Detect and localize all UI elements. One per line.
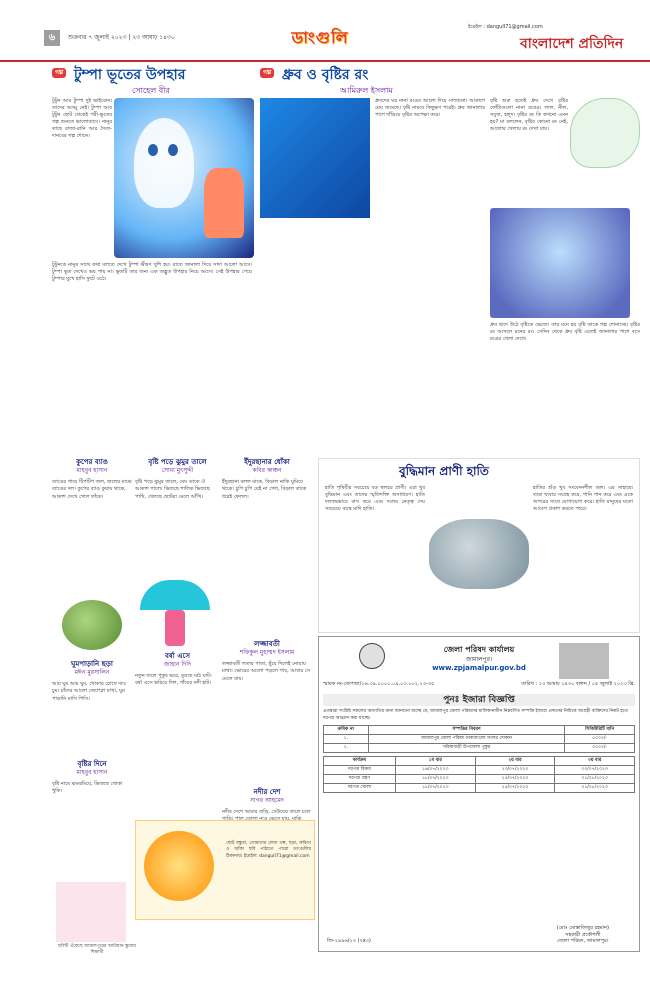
- signatory-title: সহকারী প্রকৌশলী: [565, 931, 601, 938]
- table-cell: ২.: [324, 743, 369, 752]
- child-drawing-caption: ছবিটি এঁকেছে জামালপুরের আরিয়ান স্কুলের শিক্ষার্থী: [58, 944, 136, 956]
- poem-title: বর্ষা এসে: [165, 652, 190, 660]
- poem-text: বৃষ্টি পড়ে ঝুমুর তালে, মেঘ ডাকে ঐ আকাশ গালে। ভিজছে শালিক ভিজছে পাখি, খেলছে ছোটরা মেলে আঁখি।: [135, 478, 210, 500]
- notice-date: তারিখ : ২৩ আষাঢ় ১৪৩০ বঙ্গাব্দ / ০৫ জুলাই ২০২৩ খ্রি.: [521, 681, 635, 688]
- story-text-column: টুটুনকে নানুর সাথে কথা বলতে দেখে টুম্পা ভীষণ খুশি হয়। রাতে জানালা দিয়ে সাদা আলো আসে। টুম্পা ভূত দেখেও ভয় পায় না। ভূতটি তার জন্য এক অদ্ভুত উপহার নিয়ে আসে। সেই উপহার পেয়ে টুম্পার মুখে হাসি ফুটে ওঠে।: [52, 262, 252, 282]
- table-row: [324, 784, 635, 793]
- poem-text: ইঁদুরছানা বলল মাকে, বিড়াল নাকি ঘুমিয়ে থাকে। চুপি চুপি যেই না গেল, বিড়াল তাকে ধরেই ফেলল।: [222, 478, 307, 500]
- table-cell: দরপত্র বিক্রয়: [324, 766, 396, 775]
- story-text-column: বৃষ্টি শুরু হতেই ধ্রুব দেখে বৃষ্টির ফোঁটাগুলো নানা রঙের। লাল, নীল, সবুজ, হলুদ। বৃষ্টির রং কি কখনো এমন হয়? মা বললেন, বৃষ্টির কোনো রং নেই, আলোর খেলায় রং দেখা যায়।: [490, 98, 568, 132]
- masthead: বাংলাদেশ প্রতিদিন: [520, 36, 624, 52]
- poem-author: মাহবুব হাসান: [76, 467, 108, 475]
- notice-meta: [323, 681, 635, 688]
- poem-6: [222, 640, 312, 770]
- girl-figure: [165, 610, 185, 646]
- header-email[interactable]: ইমেইল : dangulI71@gmail.com: [468, 24, 543, 30]
- table-cell: দরপত্র গ্রহণ: [324, 775, 396, 784]
- notice-memo: স্মারক নং-জেপজা/১৬.৩৯.০০০০.০৯.০৩.০০২.২৩-৩৫: [323, 681, 435, 688]
- section-logo-text: ডাংগুলি: [291, 28, 349, 48]
- table-cell: ৩০০০/-: [565, 743, 635, 752]
- poem-8: [52, 760, 132, 840]
- signature-block: [557, 925, 609, 945]
- poem-text: নতুন জলে পুকুর ভরে, ডুবছে মাঠ ঘাট। বর্ষা এসে ভরিয়ে দিল, গাঁয়ের নদী হাট।: [135, 672, 212, 687]
- story-author: সোহেল বীর: [132, 86, 170, 95]
- poem-title: লজ্জাবতী: [254, 640, 280, 648]
- notice-heading: পুনঃ ইজারা বিজ্ঞপ্তি: [323, 694, 635, 706]
- page-number: ৬: [44, 30, 60, 46]
- notice-office: জেলা পরিষদ কার্যালয়: [443, 645, 515, 654]
- umbrella-icon: [140, 580, 210, 610]
- rain-illustration: [260, 98, 370, 218]
- kids-ad-text: ছোট বন্ধুরা, তোমাদের লেখা গল্প, ছড়া, কবিতা ও আঁকা ছবি পাঠাতে পারো ডাংগুলির ঠিকানায়। ইমেইল: dangulI71@gmail.com: [226, 841, 311, 859]
- tender-notice: [318, 636, 640, 952]
- poem-2: [135, 458, 220, 558]
- notice-district: জামালপুর।: [465, 655, 493, 663]
- poem-author: সোমা মুৎসুদ্দী: [161, 467, 194, 475]
- table-cell: ৫০০০/-: [565, 734, 635, 743]
- frog-illustration: [62, 600, 122, 650]
- story-title: ধ্রুব ও বৃষ্টির রং: [282, 67, 369, 83]
- table-cell: ০১/০৮/২০২৩: [555, 775, 635, 784]
- table-row: [324, 743, 635, 752]
- poem-author: সাগর আহমেদ: [250, 797, 284, 805]
- table-cell: সরিষাবাড়ী উপজেলা পুকুর: [368, 743, 564, 752]
- poem-text: লজ্জাবতী লতার পাতা, ছুঁয়ে দিলেই নোয়ায় মাথা। ভোরের আলো পড়লে গায়, আবার সে মেলে যায়।: [222, 660, 311, 682]
- story-right-column: [490, 98, 640, 448]
- story-title: টুম্পা ভূতের উপহার: [74, 67, 186, 83]
- story-title: বুদ্ধিমান প্রাণী হাতি: [399, 464, 489, 478]
- notice-url[interactable]: www.zpjamalpur.gov.bd: [432, 663, 526, 672]
- story-text-column: টুটুন আর টুম্পা দুই ভাইবোন। তাদের আব্বু নেই। টুম্পা আর টুটুন ছোট থেকেই পরী-ভূতের গল্প শুনতে ভালোবাসে। নানুর কাছে রাজা-রানি আর দৈত্য-দানবের গল্প শোনে।: [52, 98, 112, 139]
- table-row: [324, 766, 635, 775]
- section-logo[interactable]: [250, 22, 390, 54]
- child-figure: [204, 168, 244, 238]
- table-cell: দরপত্র খোলা: [324, 784, 396, 793]
- poem-author: জাহান দিদি: [163, 661, 192, 669]
- map-illustration: [570, 98, 640, 168]
- story-text-column: ধ্রুবদের ঘর নানা রঙের আলো দিয়ে সাজানো। আকাশে মেঘ জমেছে। বৃষ্টি নামবে কিছুক্ষণ পরেই। ধ্রুব জানালার পাশে দাঁড়িয়ে বৃষ্টির অপেক্ষা করে।: [375, 98, 485, 118]
- table-row: [324, 775, 635, 784]
- poem-5: [135, 652, 220, 792]
- signatory-name: (মোঃ মোস্তাফিজুর রহমান): [556, 924, 609, 931]
- story-text-column: হাতি পৃথিবীর সবচেয়ে বড় স্থলচর প্রাণী। এরা খুব বুদ্ধিমান এবং তাদের স্মৃতিশক্তি অসাধারণ। হাতি দলবদ্ধভাবে বাস করে এবং দলের নেতৃত্ব দেয় সবচেয়ে বয়স্ক মাদি হাতি।: [325, 485, 425, 512]
- table-cell: ১.: [324, 734, 369, 743]
- table-cell: ২৫/০৭/২০২৩: [475, 784, 555, 793]
- official-photo: [559, 643, 609, 679]
- kids-submission-ad: [135, 820, 315, 920]
- story-text-column: ধ্রুব ছাদে উঠে বৃষ্টিতে ভেজে। তার মনে হয় বৃষ্টি তাকে গল্প শোনাচ্ছে। বৃষ্টির রং আসলে মনের রং। সেদিন থেকে ধ্রুব বৃষ্টি এলেই জানালার পাশে বসে রঙের খেলা দেখে।: [490, 322, 640, 342]
- poem-text: ব্যাঙের গায়ে টিপটিপ জল, জলের মাঝে ব্যাঙের দল। কুপের ব্যাঙ কুয়ায় থাকে, আকাশ দেখে গোল ফাঁকে।: [52, 478, 132, 500]
- poem-author: মঈন মুরসালিন: [74, 669, 110, 677]
- girl-window-illustration: [490, 208, 630, 318]
- table-cell: ৩০/০৭/২০২৩: [555, 766, 635, 775]
- notice-reference: জি-২৪৯৬/২৩ (৭x৩): [327, 938, 371, 945]
- page-header: [0, 0, 650, 62]
- table-header: কার্যক্রম: [324, 757, 396, 766]
- table-row: [324, 734, 635, 743]
- story-elephant: [318, 458, 640, 633]
- table-cell: ২৩/০৭/২০২৩: [475, 766, 555, 775]
- table-header: ৩য় বার: [555, 757, 635, 766]
- table-cell: ১৮/০৭/২০২৩: [395, 784, 475, 793]
- poem-title: কুপের ব্যাঙ: [76, 458, 108, 466]
- table-cell: ১৬/০৭/২০২৩: [395, 766, 475, 775]
- ghost-eye: [168, 144, 178, 156]
- umbrella-girl-illustration: [140, 580, 210, 650]
- poem-title: বৃষ্টির দিনে: [77, 760, 107, 768]
- story-badge: গল্প: [52, 68, 66, 78]
- story-text-column: হাতির শুঁড় খুব সংবেদনশীল অঙ্গ। এর সাহায্যে তারা খাবার সংগ্রহ করে, পানি পান করে এবং একে অপরের সাথে যোগাযোগ করে। হাতি মানুষের মতো আবেগ প্রকাশ করতে পারে।: [533, 485, 633, 512]
- schedule-table: [323, 756, 635, 793]
- poem-title: ঘুমপাড়ানি ছড়া: [71, 660, 113, 668]
- notice-body: এতদ্বারা সংশ্লিষ্ট সকলের অবগতির জন্য জানানো যাচ্ছে যে, জামালপুর জেলা পরিষদের মালিকানাধীন নিম্নবর্ণিত সম্পত্তি ইজারা প্রদানের নিমিত্তে আগ্রহী ব্যক্তিদের নিকট হতে দরপত্র আহ্বান করা যাচ্ছে।: [323, 709, 628, 721]
- poem-text: নদীর দেশে আমার বাড়ি, ঢেউয়ের তালে চলে: [222, 808, 311, 815]
- story-author: আমিরুল ইসলাম: [340, 86, 393, 95]
- table-cell: ২৫/০৭/২০২৩: [475, 775, 555, 784]
- table-header: সম্পত্তির বিবরণ: [368, 725, 564, 734]
- table-header: ক্রমিক নং: [324, 725, 369, 734]
- poem-author: শফিকুল মুহাম্মদ ইসলাম: [239, 649, 295, 657]
- poem-1: [52, 458, 132, 558]
- poem-3: [222, 458, 312, 558]
- signatory-office: জেলা পরিষদ, জামালপুর।: [557, 938, 609, 945]
- ghost-eye: [148, 144, 158, 156]
- poem-title: নদীর দেশ: [253, 788, 281, 796]
- table-header: সিকিউরিটি মানি: [565, 725, 635, 734]
- table-header: ২য় বার: [475, 757, 555, 766]
- date-line: শুক্রবার ৭ জুলাই ২০২৩ | ২৩ আষাঢ় ১৪৩০: [68, 34, 175, 41]
- poem-author: মাহবুব হাসান: [76, 769, 108, 777]
- story-badge: গল্প: [260, 68, 274, 78]
- table-cell: ০১/০৮/২০২৩: [555, 784, 635, 793]
- poem-title: বৃষ্টি পড়ে ঝুমুর তালে: [148, 458, 207, 466]
- poem-author: কবির কাঞ্চন: [252, 467, 282, 475]
- elephant-illustration: [429, 519, 529, 589]
- ghost-figure: [134, 118, 194, 208]
- property-table: [323, 725, 635, 753]
- table-header: ১ম বার: [395, 757, 475, 766]
- poem-text: বৃষ্টি নামে ঝমঝমিয়ে, ভিজছে খোকা খুকি।: [52, 780, 123, 795]
- table-cell: জামালপুর জেলা পরিষদ ডাকবাংলো সংলগ্ন দোকান: [368, 734, 564, 743]
- kids-group-photo: [144, 831, 214, 901]
- story-dhruba: [260, 64, 640, 454]
- story-tumpa: [52, 64, 252, 454]
- child-drawing-image: [56, 882, 126, 942]
- government-seal-icon: [359, 643, 385, 669]
- poem-title: ইঁদুরছানার ধোঁকা: [244, 458, 290, 466]
- table-cell: ১৮/০৭/২০২৩: [395, 775, 475, 784]
- ghost-illustration: [114, 98, 254, 258]
- poem-text: আয় ঘুম আয় ঘুম, খোকার চোখে দাও চুম। চাঁদের আলো জ্যোৎস্না মাখা, ঘুম পাড়ানি মাসি পিসি।: [52, 680, 127, 702]
- poem-4: [52, 660, 132, 740]
